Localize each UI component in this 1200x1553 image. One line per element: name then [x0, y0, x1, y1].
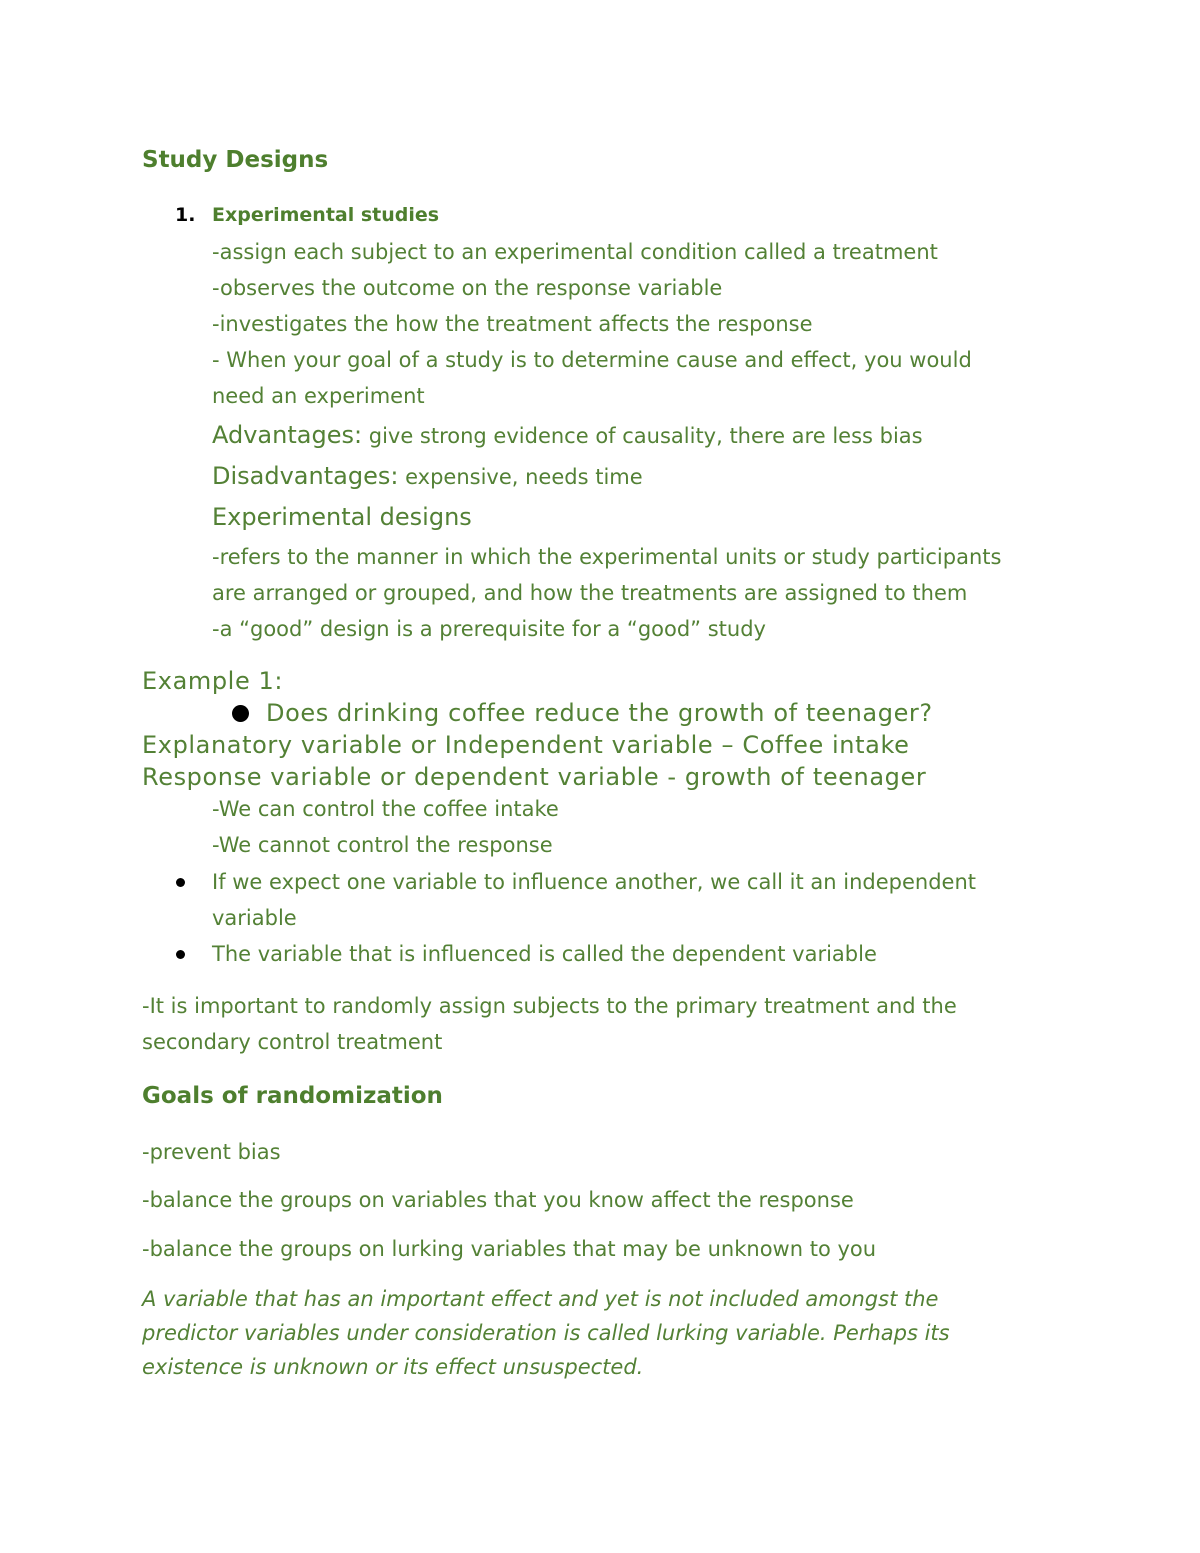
advantages-line	[212, 421, 923, 449]
goal-item: -balance the groups on variables that you know affect the response	[142, 1188, 854, 1212]
randomize-note: -It is important to randomly assign subjects to the primary treatment and the	[142, 994, 957, 1018]
definition-line: existence is unknown or its effect unsuspected.	[142, 1355, 644, 1379]
designs-line: -a “good” design is a prerequisite for a “good” study	[212, 617, 766, 641]
designs-line: -refers to the manner in which the experimental units or study participants	[212, 545, 1002, 569]
bullet-text: If we expect one variable to influence another, we call it an independent	[212, 870, 977, 894]
randomize-note: secondary control treatment	[142, 1030, 443, 1054]
section-line: need an experiment	[212, 384, 425, 408]
bullet-icon	[232, 705, 249, 722]
example-note: -We can control the coffee intake	[212, 797, 559, 821]
bullet-icon	[176, 878, 185, 887]
section-number-text: 1.	[175, 204, 196, 226]
response-variable: Response variable or dependent variable - growth of teenager	[142, 763, 927, 791]
section-number	[175, 204, 195, 226]
example-label: Example 1:	[142, 667, 284, 695]
example-note: -We cannot control the response	[212, 833, 553, 857]
section-line: -investigates the how the treatment affects the response	[212, 312, 813, 336]
goals-heading: Goals of randomization	[142, 1083, 443, 1109]
disadvantages-line	[212, 462, 643, 490]
goal-item: -balance the groups on lurking variables that may be unknown to you	[142, 1237, 877, 1261]
advantages-text: give strong evidence of causality, there are less bias	[362, 424, 923, 448]
bullet-icon	[176, 950, 185, 959]
advantages-label: Advantages:	[212, 421, 363, 449]
designs-line: are arranged or grouped, and how the treatments are assigned to them	[212, 581, 968, 605]
bullet-text-continued: variable	[212, 906, 297, 930]
definition-line: predictor variables under consideration is called lurking variable. Perhaps its	[142, 1321, 950, 1345]
disadvantages-label: Disadvantages:	[212, 462, 399, 490]
disadvantages-text: expensive, needs time	[398, 465, 643, 489]
section-heading: Experimental studies	[212, 204, 440, 226]
section-line: -assign each subject to an experimental condition called a treatment	[212, 240, 938, 264]
explanatory-variable: Explanatory variable or Independent variable – Coffee intake	[142, 731, 910, 759]
goal-item: -prevent bias	[142, 1140, 281, 1164]
section-line: - When your goal of a study is to determine cause and effect, you would	[212, 348, 972, 372]
section-line: -observes the outcome on the response variable	[212, 276, 723, 300]
page-title: Study Designs	[142, 147, 329, 173]
definition-line: A variable that has an important effect and yet is not included amongst the	[142, 1287, 939, 1311]
bullet-text: The variable that is influenced is called the dependent variable	[212, 942, 877, 966]
example-question: Does drinking coffee reduce the growth of teenager?	[266, 699, 933, 727]
designs-heading: Experimental designs	[212, 503, 472, 531]
